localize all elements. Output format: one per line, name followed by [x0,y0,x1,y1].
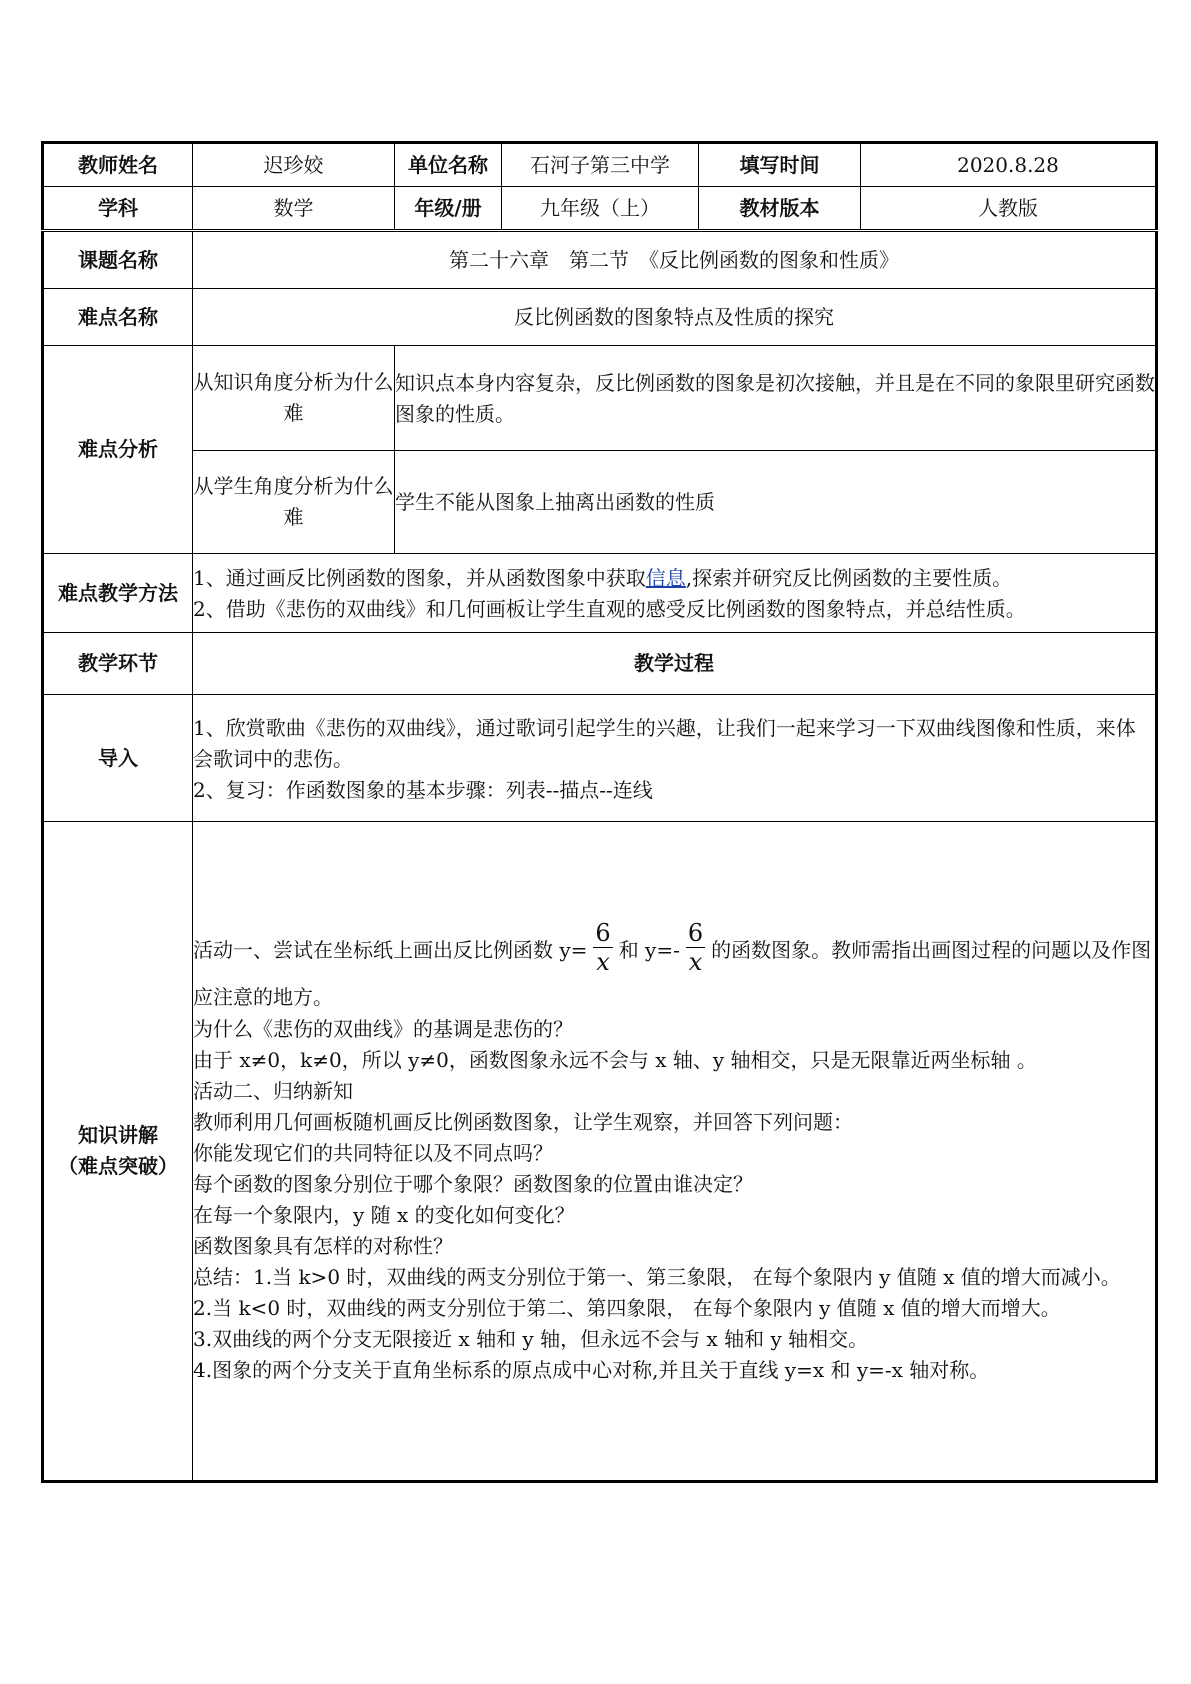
knowledge-angle-text: 知识点本身内容复杂，反比例函数的图象是初次接触，并且是在不同的象限里研究函数图象的性质。 [395,346,1157,451]
knowledge-line-11: 3.双曲线的两个分支无限接近 x 轴和 y 轴，但永远不会与 x 轴和 y 轴相交。 [193,1326,869,1351]
knowledge-line-5: 你能发现它们的共同特征以及不同点吗？ [193,1140,553,1165]
header-row-1 [43,143,1157,187]
intro-line-2: 2、复习：作函数图象的基本步骤：列表--描点--连线 [193,777,653,802]
knowledge-line-6: 每个函数的图象分别位于哪个象限？函数图象的位置由谁决定？ [193,1171,753,1196]
activity-1-line: 活动一、尝试在坐标纸上画出反比例函数 y= $\frac{6}{x}$ 和 y=- $\frac{6}{x}$ 的函数图象。教师需指出画图过程的问题以及作图应注意的地方。 [193,918,1152,1009]
knowledge-line-10: 2.当 k<0 时，双曲线的两支分别位于第二、第四象限， 在每个象限内 y 值随 x 值的增大而增大。 [193,1295,1061,1320]
teacher-label: 教师姓名 [43,143,193,187]
difficulty-label: 难点名称 [43,289,193,346]
process-stage-label: 教学环节 [43,633,193,695]
method-line-1: 1、通过画反比例函数的图象，并从函数图象中获取信息,探索并研究反比例函数的主要性质。 [193,566,1013,590]
knowledge-label [43,822,193,1482]
knowledge-line-1: 为什么《悲伤的双曲线》的基调是悲伤的？ [193,1016,573,1041]
analysis-row-student [43,451,1157,554]
edition-value: 人教版 [861,187,1157,231]
info-link[interactable]: 信息 [645,566,686,590]
edition-label: 教材版本 [699,187,861,231]
subject-label: 学科 [43,187,193,231]
topic-value: 第二十六章 第二节 《反比例函数的图象和性质》 [193,231,1157,289]
unit-label: 单位名称 [395,143,502,187]
grade-value: 九年级（上） [502,187,699,231]
student-angle-text: 学生不能从图象上抽离出函数的性质 [395,451,1157,554]
fraction-6-over-x: $\frac{6}{x}$ [595,918,611,976]
lesson-plan-table [41,141,1158,1483]
knowledge-line-3: 活动二、归纳新知 [193,1078,353,1103]
intro-line-1: 1、欣赏歌曲《悲伤的双曲线》，通过歌词引起学生的兴趣，让我们一起来学习一下双曲线图像和性质，来体会歌词中的悲伤。 [193,715,1136,771]
process-title: 教学过程 [193,633,1157,695]
knowledge-line-9: 总结：1.当 k>0 时，双曲线的两支分别位于第一、第三象限， 在每个象限内 y 值随 x 值的增大而减小。 [193,1264,1121,1289]
knowledge-line-8: 函数图象具有怎样的对称性？ [193,1233,453,1258]
knowledge-row [43,822,1157,1482]
intro-row [43,695,1157,822]
subject-value: 数学 [193,187,395,231]
student-angle-label: 从学生角度分析为什么难 [193,451,395,554]
teacher-value: 迟珍姣 [193,143,395,187]
knowledge-line-7: 在每一个象限内，y 随 x 的变化如何变化？ [193,1202,575,1227]
method-text [193,554,1157,633]
date-label: 填写时间 [699,143,861,187]
method-row [43,554,1157,633]
difficulty-row [43,289,1157,346]
process-header-row [43,633,1157,695]
analysis-label: 难点分析 [43,346,193,554]
intro-label: 导入 [43,695,193,822]
difficulty-value: 反比例函数的图象特点及性质的探究 [193,289,1157,346]
knowledge-label-line-1: 知识讲解 [78,1123,158,1147]
header-row-2 [43,187,1157,231]
method-label: 难点教学方法 [43,554,193,633]
topic-label: 课题名称 [43,231,193,289]
date-value: 2020.8.28 [861,143,1157,187]
grade-label: 年级/册 [395,187,502,231]
knowledge-line-4: 教师利用几何画板随机画反比例函数图象，让学生观察，并回答下列问题： [193,1109,853,1134]
knowledge-line-2: 由于 x≠0，k≠0，所以 y≠0，函数图象永远不会与 x 轴、y 轴相交，只是无限靠近两坐标轴 。 [193,1047,1037,1072]
intro-text [193,695,1157,822]
analysis-row-knowledge [43,346,1157,451]
topic-row [43,231,1157,289]
unit-value: 石河子第三中学 [502,143,699,187]
knowledge-label-line-2: （难点突破） [58,1154,178,1178]
method-line-2: 2、借助《悲伤的双曲线》和几何画板让学生直观的感受反比例函数的图象特点，并总结性质。 [193,597,1026,621]
knowledge-text [193,822,1157,1482]
fraction-6-over-x-negative: $\frac{6}{x}$ [687,918,704,976]
lesson-plan-sheet [41,141,1155,1483]
knowledge-line-12: 4.图象的两个分支关于直角坐标系的原点成中心对称,并且关于直线 y=x 和 y=-x 轴对称。 [193,1357,990,1382]
knowledge-angle-label: 从知识角度分析为什么难 [193,346,395,451]
